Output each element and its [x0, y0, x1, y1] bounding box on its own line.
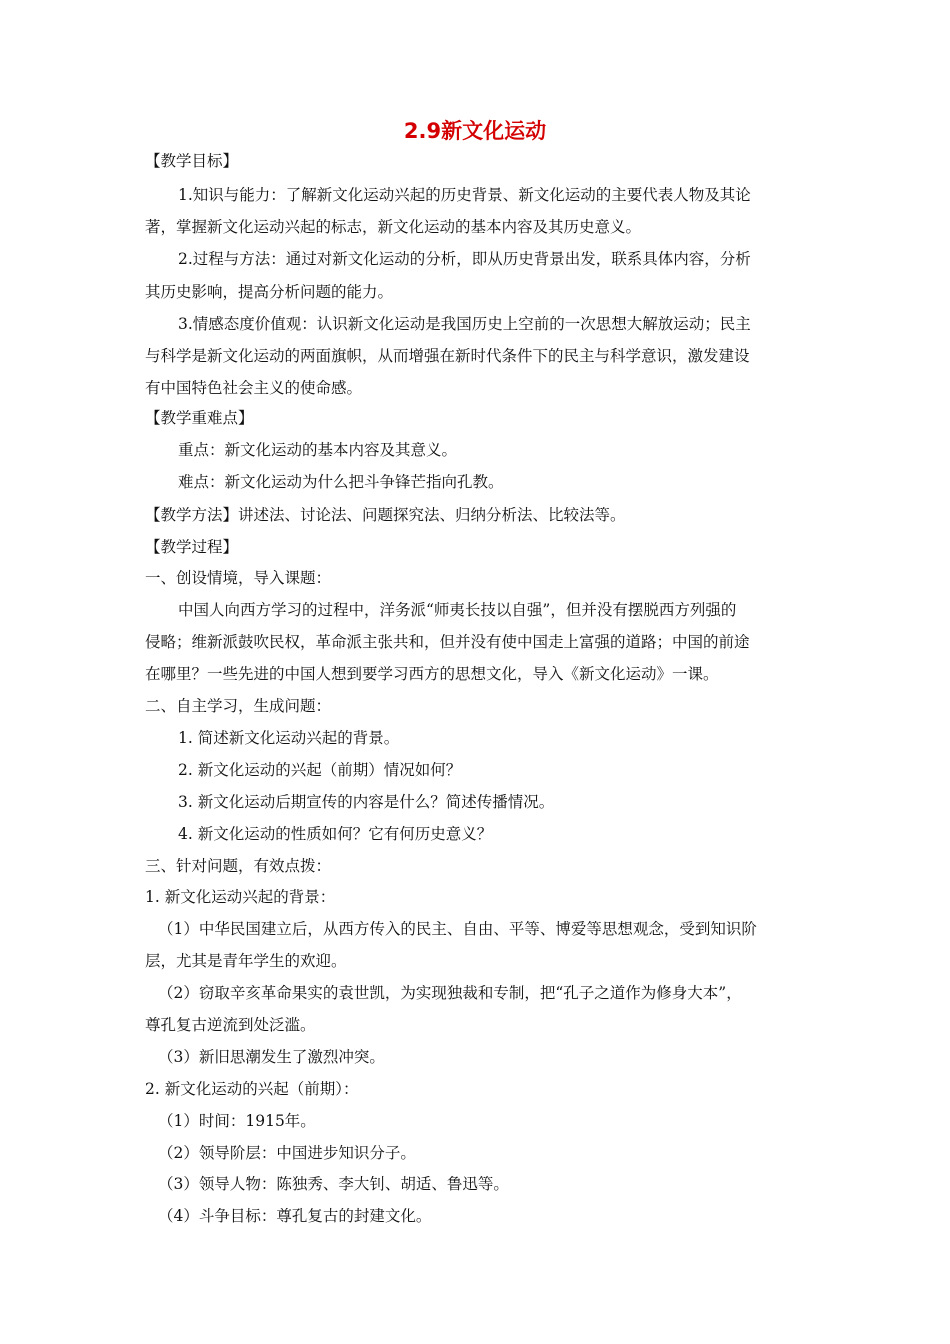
list-item: （2）领导阶层：中国进步知识分子。: [158, 1144, 416, 1162]
section-heading-process: 【教学过程】: [145, 538, 239, 556]
subheading-line: 三、针对问题，有效点拨：: [145, 857, 332, 875]
paragraph-line: 重点：新文化运动的基本内容及其意义。: [178, 441, 458, 459]
paragraph-line: 1.知识与能力：了解新文化运动兴起的历史背景、新文化运动的主要代表人物及其论: [178, 186, 751, 204]
paragraph-line: 在哪里？一些先进的中国人想到要学习西方的思想文化，导入《新文化运动》一课。: [145, 665, 719, 683]
section-heading-key-points: 【教学重难点】: [145, 409, 254, 427]
list-item: 1. 简述新文化运动兴起的背景。: [178, 729, 400, 747]
paragraph-line: 其历史影响，提高分析问题的能力。: [145, 283, 394, 301]
paragraph-line: 与科学是新文化运动的两面旗帜，从而增强在新时代条件下的民主与科学意识，激发建设: [145, 347, 750, 365]
list-item: 1. 新文化运动兴起的背景：: [145, 888, 336, 906]
list-item: 3. 新文化运动后期宣传的内容是什么？简述传播情况。: [178, 793, 555, 811]
paragraph-line: 尊孔复古逆流到处泛滥。: [145, 1016, 316, 1034]
paragraph-line: 2.过程与方法：通过对新文化运动的分析，即从历史背景出发，联系具体内容，分析: [178, 250, 751, 268]
paragraph-line: 层，尤其是青年学生的欢迎。: [145, 952, 347, 970]
subheading-line: 一、创设情境，导入课题：: [145, 569, 332, 587]
list-item: （1）时间：1915年。: [158, 1112, 316, 1130]
paragraph-line: 难点：新文化运动为什么把斗争锋芒指向孔教。: [178, 473, 504, 491]
subheading-line: 二、自主学习，生成问题：: [145, 697, 332, 715]
paragraph-line: （3）新旧思潮发生了激烈冲突。: [158, 1048, 385, 1066]
list-item: 2. 新文化运动的兴起（前期）：: [145, 1080, 359, 1098]
paragraph-line: 中国人向西方学习的过程中，洋务派“师夷长技以自强”，但并没有摆脱西方列强的: [178, 601, 737, 619]
list-item: 4. 新文化运动的性质如何？它有何历史意义？: [178, 825, 493, 843]
list-item: （4）斗争目标：尊孔复古的封建文化。: [158, 1207, 432, 1225]
paragraph-line: 著，掌握新文化运动兴起的标志，新文化运动的基本内容及其历史意义。: [145, 218, 642, 236]
paragraph-line: 3.情感态度价值观：认识新文化运动是我国历史上空前的一次思想大解放运动；民主: [178, 315, 751, 333]
section-heading-methods: 【教学方法】讲述法、讨论法、问题探究法、归纳分析法、比较法等。: [145, 506, 626, 524]
document-title: 2.9新文化运动: [403, 119, 547, 143]
paragraph-line: 侵略；维新派鼓吹民权，革命派主张共和，但并没有使中国走上富强的道路；中国的前途: [145, 633, 750, 651]
paragraph-line: （2）窃取辛亥革命果实的袁世凯，为实现独裁和专制，把“孔子之道作为修身大本”，: [158, 984, 742, 1002]
list-item: （3）领导人物：陈独秀、李大钊、胡适、鲁迅等。: [158, 1175, 509, 1193]
list-item: 2. 新文化运动的兴起（前期）情况如何？: [178, 761, 462, 779]
paragraph-line: （1）中华民国建立后，从西方传入的民主、自由、平等、博爱等思想观念，受到知识阶: [158, 920, 757, 938]
paragraph-line: 有中国特色社会主义的使命感。: [145, 379, 363, 397]
section-heading-goals: 【教学目标】: [145, 152, 239, 170]
